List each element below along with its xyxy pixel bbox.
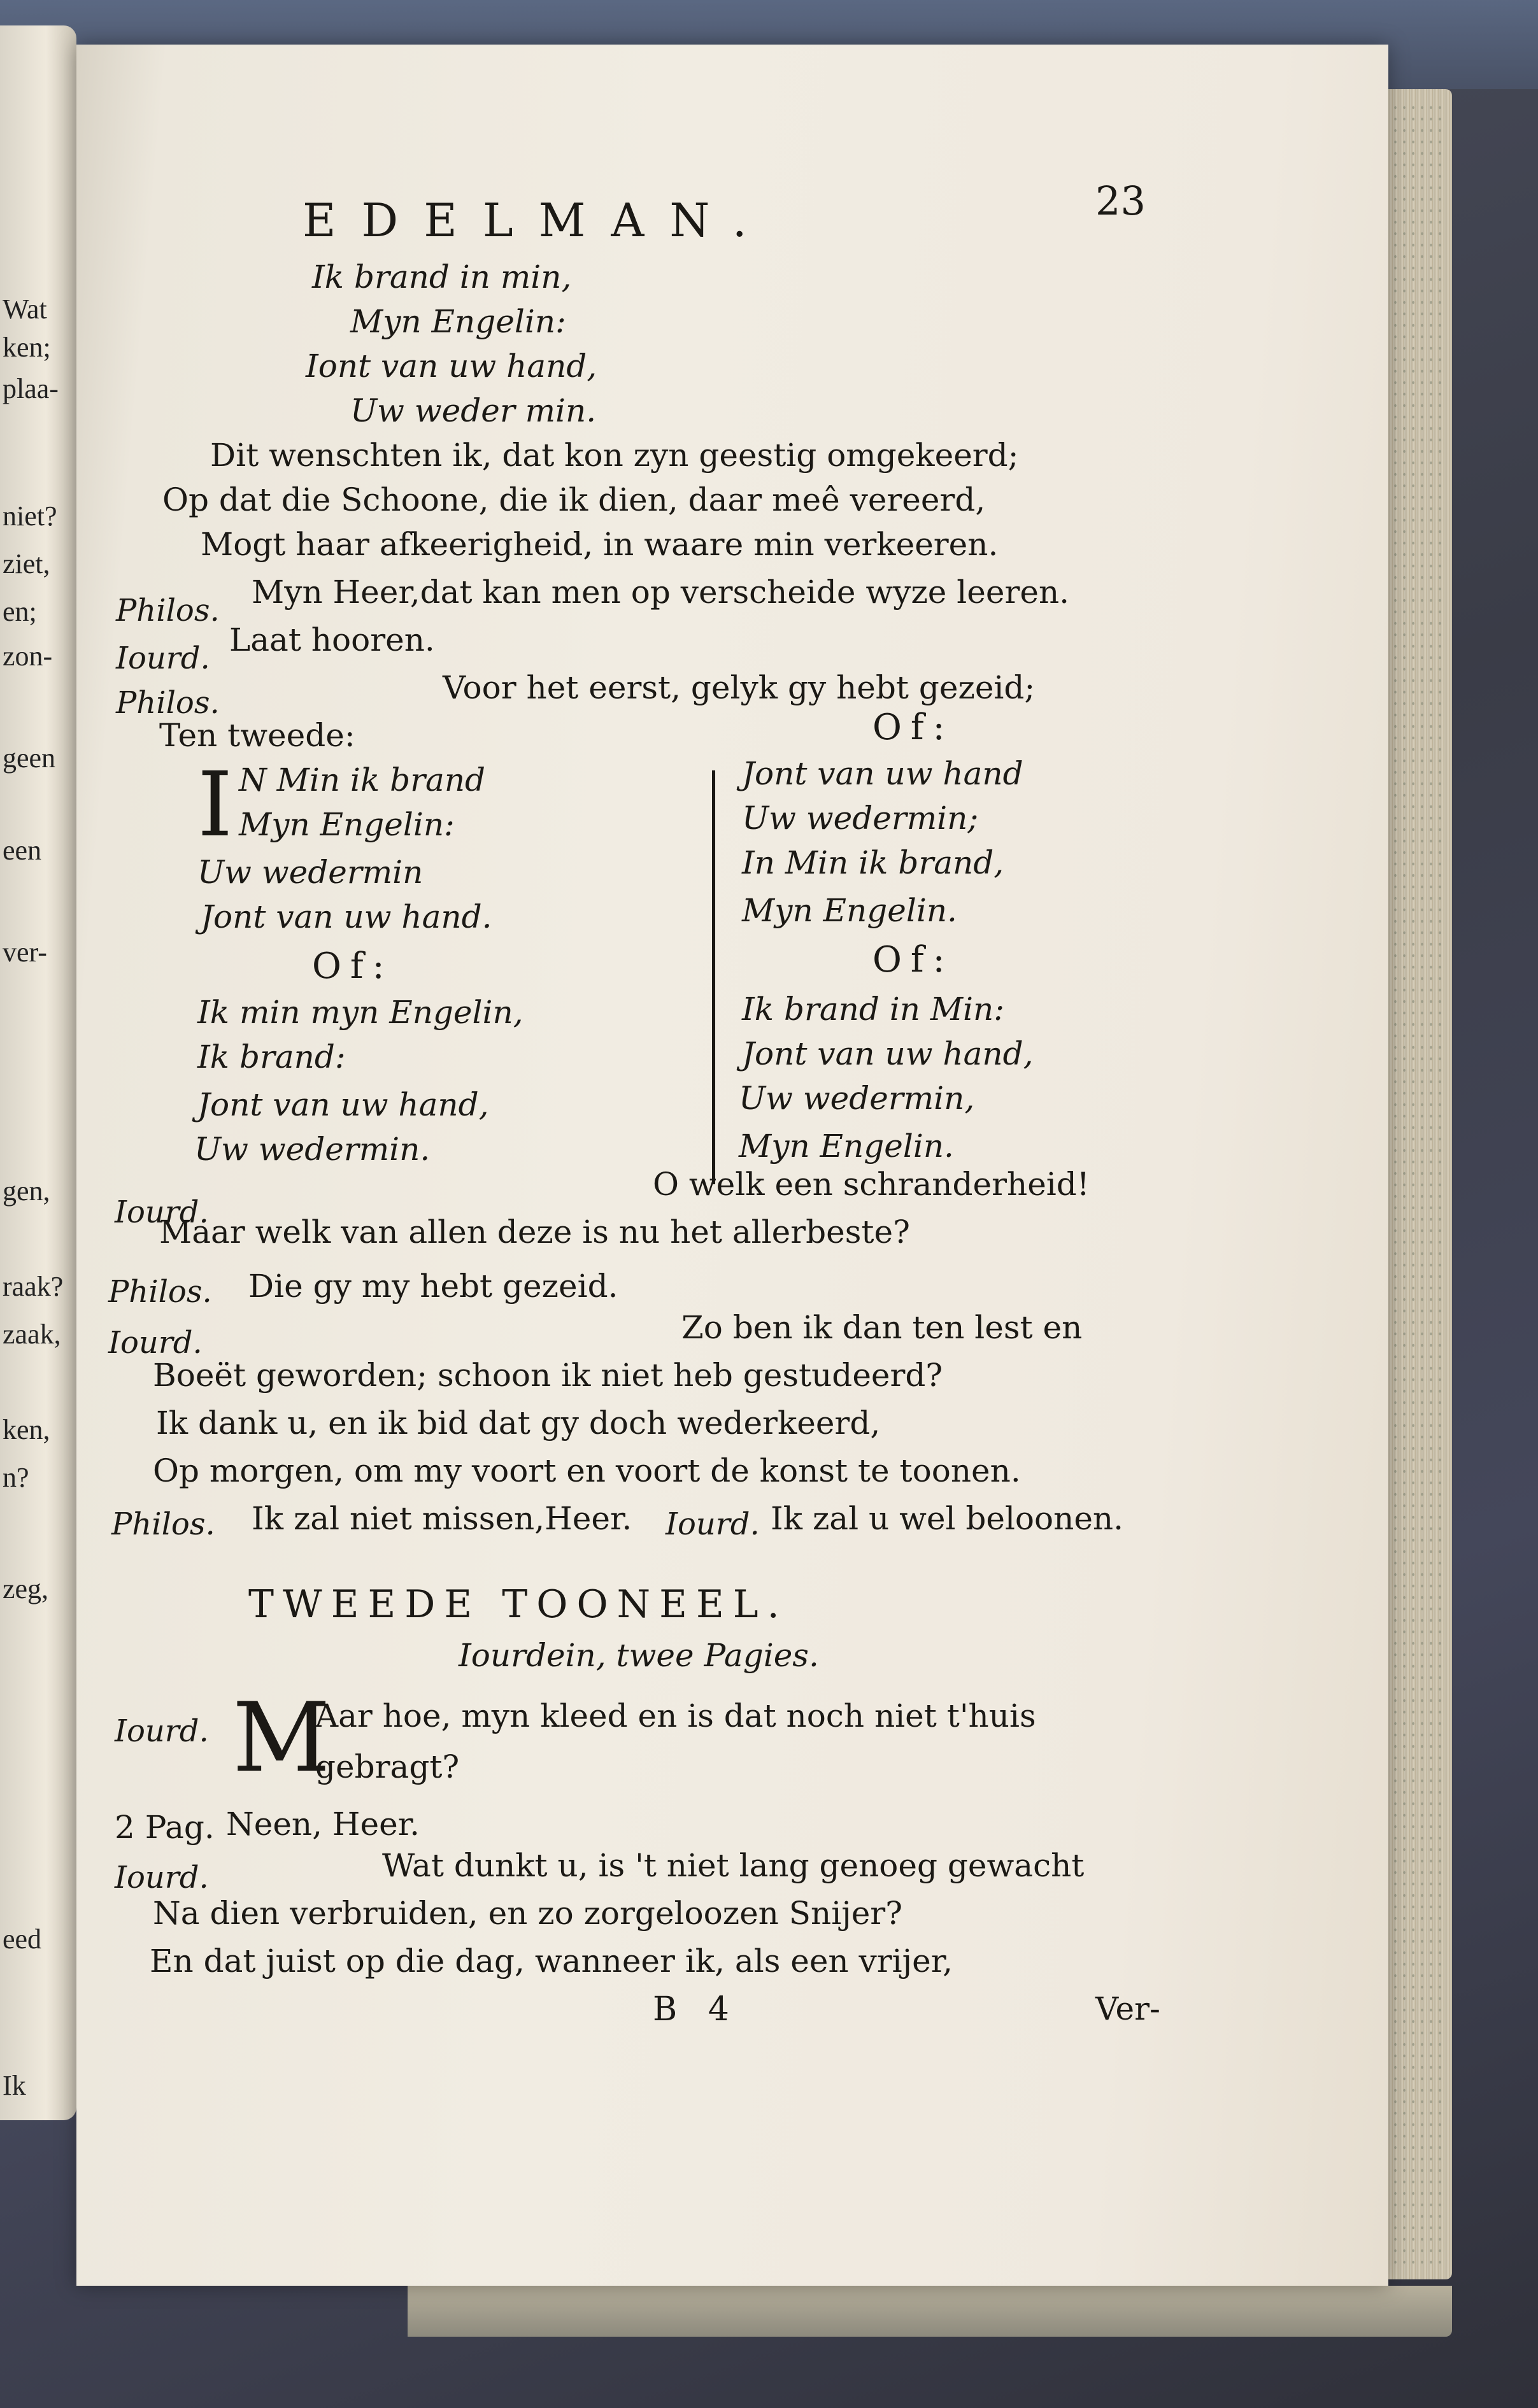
- left-page-fragment: en;: [3, 596, 37, 627]
- column-line: Jont van uw hand.: [201, 898, 492, 935]
- page-number: 23: [1095, 178, 1146, 224]
- dialogue-line: O welk een schranderheid!: [653, 1166, 1090, 1203]
- speaker-label: Philos.: [116, 685, 220, 721]
- left-page-fragment: zaak,: [3, 1319, 61, 1350]
- speaker-label: 2 Pag.: [115, 1809, 215, 1846]
- dialogue-line: Ik zal niet missen,Heer.: [252, 1500, 632, 1537]
- dialogue-line: Myn Heer,dat kan men op verscheide wyze leeren.: [252, 574, 1070, 611]
- scene-characters: Iourdein, twee Pagies.: [459, 1637, 819, 1674]
- left-page-fragment: Ik: [3, 2070, 26, 2101]
- left-page-edge: [0, 25, 76, 2120]
- column-line: In Min ik brand,: [742, 844, 1004, 881]
- page-bottom-edge: [408, 2286, 1452, 2337]
- dialogue-line: Op morgen, om my voort en voort de konst te toonen.: [153, 1452, 1021, 1489]
- dialogue-line: Boeët geworden; schoon ik niet heb gestudeerd?: [153, 1357, 943, 1394]
- left-page-fragment: niet?: [3, 500, 57, 532]
- speaker-label: Philos.: [108, 1274, 212, 1310]
- left-page-fragment: n?: [3, 1462, 29, 1493]
- dialogue-line: Ik zal u wel beloonen.: [771, 1500, 1124, 1537]
- dialogue-line: Laat hooren.: [229, 621, 435, 658]
- speaker-label: Iourd.: [108, 1325, 203, 1361]
- or-label: Of:: [872, 707, 954, 748]
- song-line: Uw weder min.: [350, 392, 597, 429]
- or-label: Of:: [312, 945, 394, 987]
- dialogue-line: Die gy my hebt gezeid.: [248, 1268, 618, 1305]
- dialogue-line: Na dien verbruiden, en zo zorgeloozen Snijer?: [153, 1895, 903, 1932]
- speaker-label: Philos.: [116, 593, 220, 628]
- book-page: [76, 45, 1388, 2286]
- left-page-fragment: ver-: [3, 937, 47, 968]
- column-line: Ik brand:: [197, 1038, 346, 1075]
- column-line: Myn Engelin.: [739, 1128, 954, 1165]
- column-divider-rule: [712, 770, 715, 1184]
- column-line: Uw wedermin;: [742, 800, 979, 837]
- column-line: Jont van uw hand,: [742, 1035, 1034, 1072]
- dialogue-line: Maar welk van allen deze is nu het allerbeste?: [159, 1214, 910, 1250]
- column-line: Jont van uw hand,: [197, 1086, 489, 1123]
- speaker-label: Iourd.: [115, 1860, 209, 1895]
- left-page-fragment: ken;: [3, 332, 51, 363]
- left-page-fragment: een: [3, 835, 42, 866]
- column-line: Myn Engelin.: [742, 892, 957, 929]
- speaker-label: Iourd.: [116, 641, 210, 676]
- speaker-label: Philos.: [111, 1506, 215, 1542]
- or-label: Of:: [872, 939, 954, 981]
- verse-line: Mogt haar afkeerigheid, in waare min verkeeren.: [201, 526, 999, 563]
- column-line: Uw wedermin,: [739, 1080, 975, 1117]
- left-page-fragment: zeg,: [3, 1573, 49, 1604]
- song-line: Iont van uw hand,: [306, 348, 597, 385]
- left-page-fragment: raak?: [3, 1271, 64, 1302]
- drop-capital: M: [232, 1683, 331, 1794]
- left-page-fragment: plaa-: [3, 373, 59, 404]
- speaker-label: Iourd.: [115, 1713, 209, 1749]
- page-edge-speckle: [1382, 102, 1446, 2267]
- speaker-label: Iourd.: [115, 1194, 209, 1230]
- left-page-fragment: ziet,: [3, 548, 50, 579]
- left-page-fragment: zon-: [3, 641, 53, 672]
- verse-line: Op dat die Schoone, die ik dien, daar meê vereerd,: [162, 481, 986, 518]
- dialogue-line: Wat dunkt u, is 't niet lang genoeg gewacht: [382, 1847, 1085, 1884]
- dialogue-line: Aar hoe, myn kleed en is dat noch niet t'huis: [315, 1697, 1036, 1734]
- left-page-fragment: Wat: [3, 294, 47, 325]
- dialogue-line: En dat juist op die dag, wanneer ik, als een vrijer,: [150, 1943, 953, 1980]
- speaker-label: Iourd.: [666, 1506, 760, 1542]
- drop-capital: I: [197, 753, 233, 857]
- column-line: Myn Engelin:: [239, 806, 455, 843]
- verse-line: Dit wenschten ik, dat kon zyn geestig omgekeerd;: [210, 437, 1019, 474]
- song-line: Ik brand in min,: [312, 259, 572, 295]
- dialogue-line: gebragt?: [315, 1748, 460, 1785]
- scene-title: TWEEDE TOONEEL.: [248, 1582, 788, 1627]
- column-line: Ik brand in Min:: [742, 991, 1005, 1028]
- section-intro: Ten tweede:: [159, 717, 355, 754]
- dialogue-line: Zo ben ik dan ten lest en: [681, 1309, 1083, 1346]
- song-line: Myn Engelin:: [350, 303, 566, 340]
- dialogue-line: Neen, Heer.: [226, 1806, 420, 1843]
- column-line: Uw wedermin: [197, 854, 424, 891]
- dialogue-line: Voor het eerst, gelyk gy hebt gezeid;: [443, 669, 1036, 706]
- column-line: Jont van uw hand: [742, 755, 1023, 792]
- signature-mark: B 4: [653, 1990, 739, 2029]
- column-line: Ik min myn Engelin,: [197, 994, 523, 1031]
- column-line: N Min ik brand: [239, 761, 486, 798]
- column-line: Uw wedermin.: [194, 1131, 431, 1168]
- left-page-fragment: ken,: [3, 1414, 50, 1445]
- left-page-fragment: geen: [3, 742, 56, 774]
- left-page-fragment: eed: [3, 1923, 42, 1955]
- left-page-fragment: gen,: [3, 1175, 50, 1207]
- dialogue-line: Ik dank u, en ik bid dat gy doch wederkeerd,: [156, 1405, 881, 1441]
- catchword: Ver-: [1095, 1990, 1160, 2027]
- running-title: EDELMAN.: [303, 194, 773, 247]
